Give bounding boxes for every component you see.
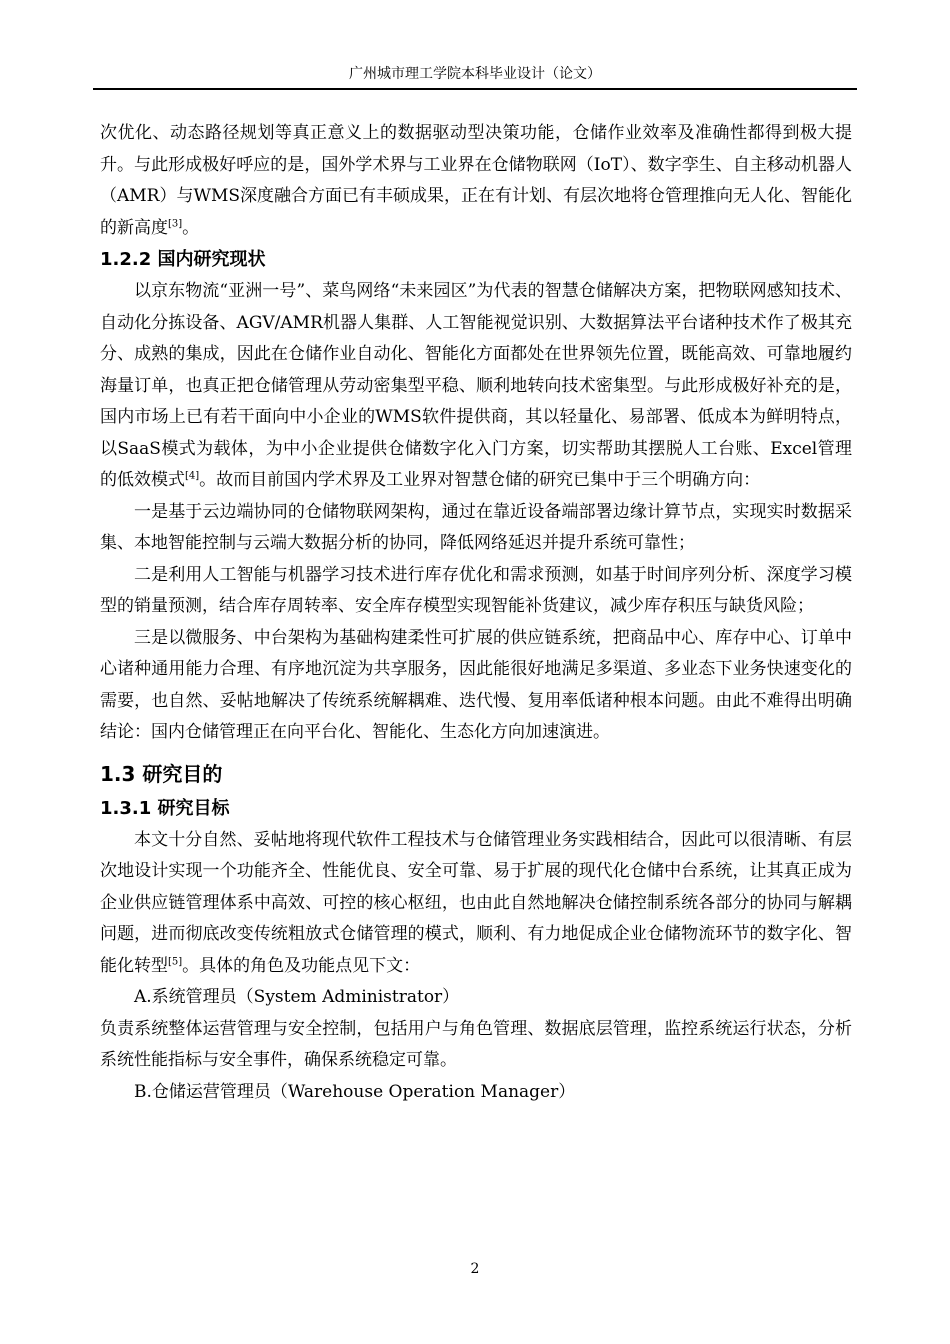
citation-3: [3] <box>168 217 183 229</box>
direction-2-paragraph: 二是利用人工智能与机器学习技术进行库存优化和需求预测，如基于时间序列分析、深度学习模型的销量预测，结合库存周转率、安全库存模型实现智能补货建议，减少库存积压与缺货风险； <box>100 564 852 616</box>
citation-5: [5] <box>168 955 183 967</box>
heading-1-2-2: 1.2.2 国内研究现状 <box>100 249 266 270</box>
role-a-description: 负责系统整体运营管理与安全控制，包括用户与角色管理、数据底层管理，监控系统运行状态，分析系统性能指标与安全事件，确保系统稳定可靠。 <box>100 1018 852 1070</box>
role-a-title: A.系统管理员（System Administrator） <box>134 987 460 1007</box>
domestic-research-paragraph: 以京东物流“亚洲一号”、菜鸟网络“未来园区”为代表的智慧仓储解决方案，把物联网感知技术、自动化分拣设备、AGV/AMR机器人集群、人工智能视觉识别、大数据算法平台诸种技术作了极其充分、成熟的集成，因此在仓储作业自动化、智能化方面都处在世界领先位置，既能高效、可靠地履约海量订单，也真正把仓储管理从劳动密集型平稳、顺利地转向技术密集型。与此形成极好补充的是，国内市场上已有若干面向中小企业的WMS软件提供商，其以轻量化、易部署、低成本为鲜明特点，以SaaS模式为载体，为中小企业提供仓储数字化入门方案，切实帮助其摆脱人工台账、Excel管理的低效模式[4]。故而目前国内学术界及工业界对智慧仓储的研究已集中于三个明确方向： <box>100 281 852 490</box>
header-rule <box>93 88 857 90</box>
research-goal-paragraph: 本文十分自然、妥帖地将现代软件工程技术与仓储管理业务实践相结合，因此可以很清晰、有层次地设计实现一个功能齐全、性能优良、安全可靠、易于扩展的现代化仓储中台系统，让其真正成为企业供应链管理体系中高效、可控的核心枢纽，也由此自然地解决仓储控制系统各部分的协同与解耦问题，进而彻底改变传统粗放式仓储管理的模式，顺利、有力地促成企业仓储物流环节的数字化、智能化转型[5]。具体的角色及功能点见下文： <box>100 829 852 976</box>
page-number: 2 <box>470 1261 480 1277</box>
intro-continuation-paragraph: 次优化、动态路径规划等真正意义上的数据驱动型决策功能，仓储作业效率及准确性都得到极大提升。与此形成极好呼应的是，国外学术界与工业界在仓储物联网（IoT）、数字孪生、自主移动机器人（AMR）与WMS深度融合方面已有丰硕成果，正在有计划、有层次地将仓管理推向无人化、智能化的新高度[3]。 <box>100 123 853 238</box>
direction-3-paragraph: 三是以微服务、中台架构为基础构建柔性可扩展的供应链系统，把商品中心、库存中心、订单中心诸种通用能力合理、有序地沉淀为共享服务，因此能很好地满足多渠道、多业态下业务快速变化的需要，也自然、妥帖地解决了传统系统解耦难、迭代慢、复用率低诸种根本问题。由此不难得出明确结论：国内仓储管理正在向平台化、智能化、生态化方向加速演进。 <box>100 627 852 742</box>
running-header: 广州城市理工学院本科毕业设计（论文） <box>349 66 601 82</box>
citation-4: [4] <box>185 470 200 482</box>
role-b-title: B.仓储运营管理员（Warehouse Operation Manager） <box>134 1081 576 1102</box>
heading-1-3: 1.3 研究目的 <box>100 761 223 786</box>
page-body <box>100 118 852 1108</box>
direction-1-paragraph: 一是基于云边端协同的仓储物联网架构，通过在靠近设备端部署边缘计算节点，实现实时数据采集、本地智能控制与云端大数据分析的协同，降低网络延迟并提升系统可靠性； <box>100 501 852 553</box>
heading-1-3-1: 1.3.1 研究目标 <box>100 797 230 819</box>
